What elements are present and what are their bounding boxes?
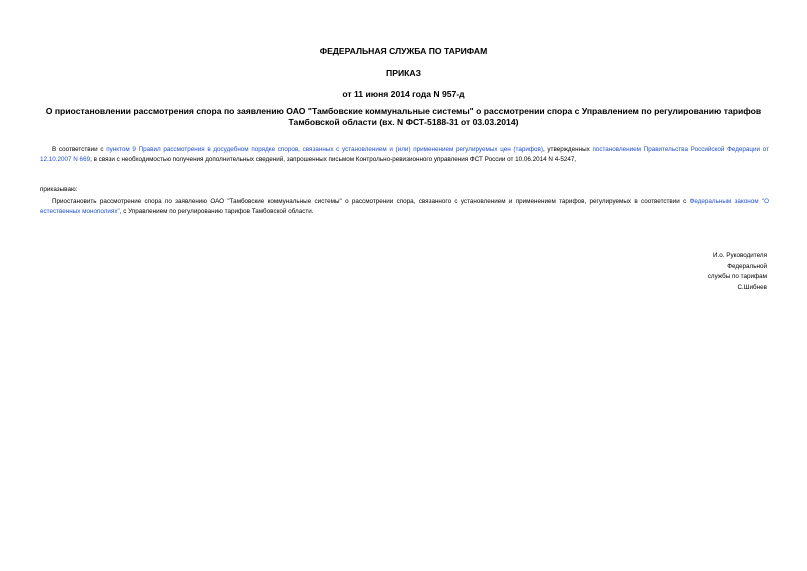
federal-law-natural-monopolies-link[interactable]: Федеральным законом "О естественных монополиях" [40, 198, 770, 215]
order-text-2: , с Управлением по регулированию тарифов Тамбовской области. [119, 208, 314, 215]
preamble-text-1: В соответствии с [52, 146, 107, 153]
order-word: приказываю: [40, 186, 78, 193]
document-date-number: от 11 июня 2014 года N 957-д [342, 89, 465, 99]
government-decree-link[interactable]: постановлением Правительства Российской Федерации от 12.10.2007 N 669 [40, 146, 769, 163]
preamble-paragraph [40, 145, 769, 165]
order-paragraph [40, 197, 769, 217]
order-text-1: Приостановить рассмотрение спора по заявлению ОАО "Тамбовские коммунальные системы" о рассмотрении спора, связанного с установлением и применением тарифов, регулируемых в соответствии с [52, 198, 690, 205]
signature-position-line-1: И.о. Руководителя [713, 252, 767, 259]
preamble-text-2: , утвержденных [542, 146, 593, 153]
signature-position-line-2: Федеральной [727, 262, 767, 270]
preamble-text-3: , в связи с необходимостью получения дополнительных сведений, запрошенных письмом Контрольно-ревизионного управления ФСТ России от 10.06.2014 N 4-5247, [90, 156, 577, 163]
document-type: ПРИКАЗ [386, 68, 421, 78]
agency-name: ФЕДЕРАЛЬНАЯ СЛУЖБА ПО ТАРИФАМ [319, 46, 488, 56]
signatory-name: С.Шибнев [737, 283, 767, 291]
signature-position-line-3: службы по тарифам [707, 273, 767, 280]
signature-block [708, 251, 767, 293]
rules-paragraph-9-link[interactable]: пунктом 9 Правил рассмотрения в досудебном порядке споров, связанных с установлением и (или) применением регулируемых цен (тарифов) [106, 146, 543, 153]
document-title: О приостановлении рассмотрения спора по заявлению ОАО "Тамбовские коммунальные системы" о рассмотрении спора с Управлением по регулированию тарифов Тамбовской области (вх. N ФСТ-5188-31 от 03.03.2014) [45, 106, 762, 127]
